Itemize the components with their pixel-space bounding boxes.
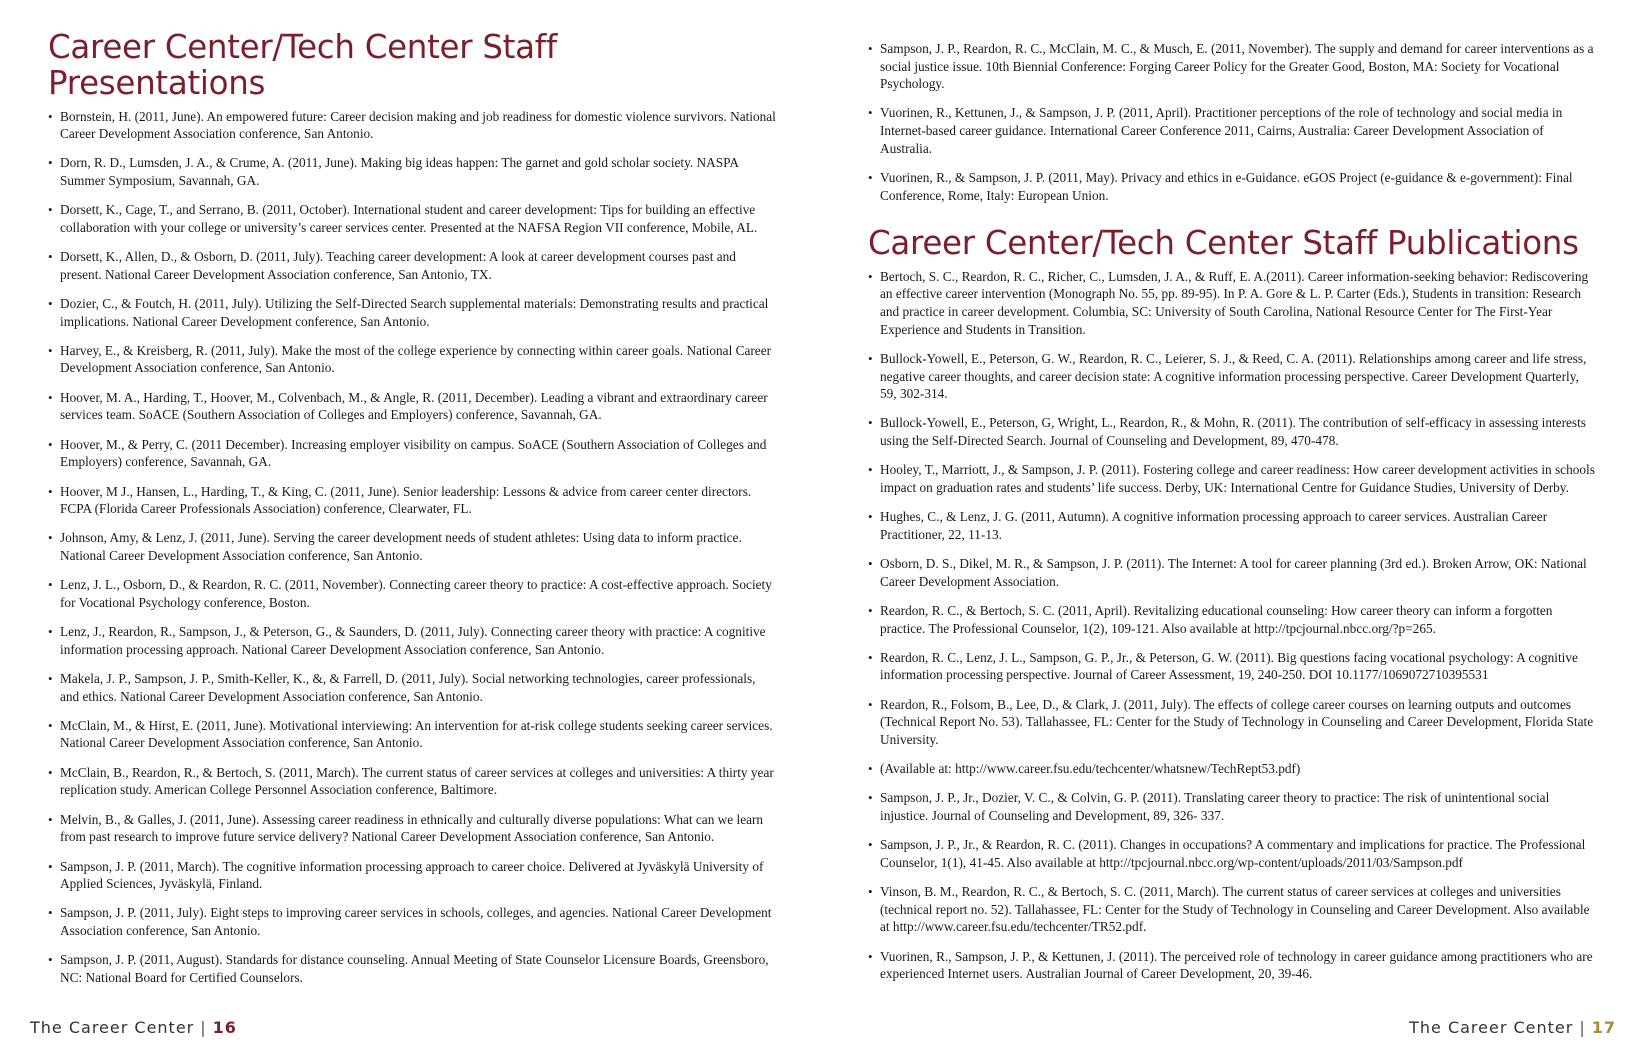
bibliography-entry: • Dorsett, K., Cage, T., and Serrano, B. (2011, October). International student and career development: Tips for building an effective collaboration with your college or university’s career services center. Presented at the NAFSA Region VII conference, Mobile, AL. bbox=[48, 201, 776, 236]
bibliography-entry: • Dozier, C., & Foutch, H. (2011, July). Utilizing the Self-Directed Search supplemental materials: Demonstrating results and practical implications. National Career Development conference, San Antonio. bbox=[48, 295, 776, 330]
bibliography-entry: • Makela, J. P., Sampson, J. P., Smith-Keller, K., &, & Farrell, D. (2011, July). Social networking technologies, career professionals, and ethics. National Career Development Association conference, San Antonio. bbox=[48, 670, 776, 705]
bibliography-entry: • Johnson, Amy, & Lenz, J. (2011, June). Serving the career development needs of student athletes: Using data to inform practice. National Career Development Association conference, San Antonio. bbox=[48, 529, 776, 564]
presentations-list bbox=[48, 108, 776, 987]
bibliography-entry: • Dorsett, K., Allen, D., & Osborn, D. (2011, July). Teaching career development: A look at career development courses past and present. National Career Development Association conference, San Antonio, TX. bbox=[48, 248, 776, 283]
publications-heading: Career Center/Tech Center Staff Publications bbox=[868, 224, 1579, 263]
bibliography-entry: • Sampson, J. P., Jr., Dozier, V. C., & Colvin, G. P. (2011). Translating career theory to practice: The risk of unintentional social injustice. Journal of Counseling and Development, 89, 326- 337. bbox=[868, 789, 1596, 824]
footer-right bbox=[1409, 1018, 1616, 1037]
bibliography-entry: • (Available at: http://www.career.fsu.edu/techcenter/whatsnew/TechRept53.pdf) bbox=[868, 760, 1596, 778]
bibliography-entry: • Bertoch, S. C., Reardon, R. C., Richer, C., Lumsden, J. A., & Ruff, E. A.(2011). Career information-seeking behavior: Rediscovering an effective career intervention (Monograph No. 55, pp. 89-95). In P. A. Gore & L. P. Carter (Eds.), Students in transition: Research and practice in career development. Columbia, SC: University of South Carolina, National Resource Center for The First-Year Experience and Students in Transition. bbox=[868, 268, 1596, 338]
bibliography-entry: • Reardon, R. C., Lenz, J. L., Sampson, G. P., Jr., & Peterson, G. W. (2011). Big questions facing vocational psychology: A cognitive information processing perspective. Journal of Career Assessment, 19, 240-250. DOI 10.1177/1069072710395531 bbox=[868, 649, 1596, 684]
bibliography-entry: • Hoover, M., & Perry, C. (2011 December). Increasing employer visibility on campus. SoACE (Southern Association of Colleges and Employers) conference, Savannah, GA. bbox=[48, 436, 776, 471]
bibliography-entry: • Bullock-Yowell, E., Peterson, G. W., Reardon, R. C., Leierer, S. J., & Reed, C. A. (2011). Relationships among career and life stress, negative career thoughts, and career decision state: A cognitive information processing perspective. Career Development Quarterly, 59, 302-314. bbox=[868, 350, 1596, 403]
bibliography-entry: • McClain, B., Reardon, R., & Bertoch, S. (2011, March). The current status of career services at colleges and universities: A thirty year replication study. American College Personnel Association conference, Baltimore. bbox=[48, 764, 776, 799]
bibliography-entry: • Sampson, J. P., Jr., & Reardon, R. C. (2011). Changes in occupations? A commentary and implications for practice. The Professional Counselor, 1(1), 41-45. Also available at http://tpcjournal.nbcc.org/wp-content/uploads/2011/03/Sampson.pdf bbox=[868, 836, 1596, 871]
footer-right-separator: | bbox=[1579, 1018, 1586, 1037]
bibliography-entry: • Vuorinen, R., & Sampson, J. P. (2011, May). Privacy and ethics in e-Guidance. eGOS Project (e-guidance & e-government): Final Conference, Rome, Italy: European Union. bbox=[868, 169, 1596, 204]
publications-list bbox=[868, 268, 1596, 983]
left-page-column bbox=[48, 30, 776, 998]
bibliography-entry: • Bornstein, H. (2011, June). An empowered future: Career decision making and job readiness for domestic violence survivors. National Career Development Association conference, San Antonio. bbox=[48, 108, 776, 143]
bibliography-entry: • Hughes, C., & Lenz, J. G. (2011, Autumn). A cognitive information processing approach to career services. Australian Career Practitioner, 22, 11-13. bbox=[868, 508, 1596, 543]
bibliography-entry: • Sampson, J. P. (2011, March). The cognitive information processing approach to career choice. Delivered at Jyväskylä University of Applied Sciences, Jyväskylä, Finland. bbox=[48, 858, 776, 893]
bibliography-entry: • Vinson, B. M., Reardon, R. C., & Bertoch, S. C. (2011, March). The current status of career services at colleges and universities (technical report no. 52). Tallahassee, FL: Center for the Study of Technology in Counseling and Career Development. Also available at http://www.career.fsu.edu/techcenter/TR52.pdf. bbox=[868, 883, 1596, 936]
footer-left-page-number: 16 bbox=[212, 1018, 237, 1037]
bibliography-entry: • Sampson, J. P. (2011, August). Standards for distance counseling. Annual Meeting of State Counselor Licensure Boards, Greensboro, NC: National Board for Certified Counselors. bbox=[48, 951, 776, 986]
bibliography-entry: • Reardon, R., Folsom, B., Lee, D., & Clark, J. (2011, July). The effects of college career courses on learning outputs and outcomes (Technical Report No. 53). Tallahassee, FL: Center for the Study of Technology in Counseling and Career Development, Florida State University. bbox=[868, 696, 1596, 749]
footer-left-separator: | bbox=[200, 1018, 207, 1037]
bibliography-entry: • Lenz, J. L., Osborn, D., & Reardon, R. C. (2011, November). Connecting career theory to practice: A cost-effective approach. Society for Vocational Psychology conference, Boston. bbox=[48, 576, 776, 611]
bibliography-entry: • Bullock-Yowell, E., Peterson, G, Wright, L., Reardon, R., & Mohn, R. (2011). The contribution of self-efficacy in assessing interests using the Self-Directed Search. Journal of Counseling and Development, 89, 470-478. bbox=[868, 414, 1596, 449]
presentations-continued-list bbox=[868, 40, 1596, 204]
right-page-column bbox=[868, 40, 1596, 995]
bibliography-entry: • Sampson, J. P. (2011, July). Eight steps to improving career services in schools, colleges, and agencies. National Career Development Association conference, San Antonio. bbox=[48, 904, 776, 939]
bibliography-entry: • Hoover, M J., Hansen, L., Harding, T., & King, C. (2011, June). Senior leadership: Lessons & advice from career center directors. FCPA (Florida Career Professionals Association) conference, Clearwater, FL. bbox=[48, 483, 776, 518]
bibliography-entry: • Osborn, D. S., Dikel, M. R., & Sampson, J. P. (2011). The Internet: A tool for career planning (3rd ed.). Broken Arrow, OK: National Career Development Association. bbox=[868, 555, 1596, 590]
bibliography-entry: • Lenz, J., Reardon, R., Sampson, J., & Peterson, G., & Saunders, D. (2011, July). Connecting career theory with practice: A cognitive information processing approach. National Career Development Association conference, San Antonio. bbox=[48, 623, 776, 658]
footer-right-page-number: 17 bbox=[1591, 1018, 1616, 1037]
bibliography-entry: • Sampson, J. P., Reardon, R. C., McClain, M. C., & Musch, E. (2011, November). The supply and demand for career interventions as a social justice issue. 10th Biennial Conference: Forging Career Policy for the Greater Good, Boston, MA: Society for Vocational Psychology. bbox=[868, 40, 1596, 93]
footer-left bbox=[30, 1018, 237, 1037]
bibliography-entry: • Vuorinen, R., Sampson, J. P., & Kettunen, J. (2011). The perceived role of technology in career guidance among practitioners who are experienced Internet users. Australian Journal of Career Development, 20, 39-46. bbox=[868, 948, 1596, 983]
presentations-heading: Career Center/Tech Center Staff Presentations bbox=[48, 28, 557, 102]
footer-left-label: The Career Center bbox=[30, 1018, 195, 1037]
bibliography-entry: • Hoover, M. A., Harding, T., Hoover, M., Colvenbach, M., & Angle, R. (2011, December). Leading a vibrant and extraordinary career services team. SoACE (Southern Association of Colleges and Employers) conference, Savannah, GA. bbox=[48, 389, 776, 424]
bibliography-entry: • Reardon, R. C., & Bertoch, S. C. (2011, April). Revitalizing educational counseling: How career theory can inform a forgotten practice. The Professional Counselor, 1(2), 109-121. Also available at http://tpcjournal.nbcc.org/?p=265. bbox=[868, 602, 1596, 637]
bibliography-entry: • McClain, M., & Hirst, E. (2011, June). Motivational interviewing: An intervention for at-risk college students seeking career services. National Career Development Association conference, San Antonio. bbox=[48, 717, 776, 752]
bibliography-entry: • Vuorinen, R., Kettunen, J., & Sampson, J. P. (2011, April). Practitioner perceptions of the role of technology and social media in Internet-based career guidance. International Career Conference 2011, Cairns, Australia: Career Development Association of Australia. bbox=[868, 104, 1596, 157]
bibliography-entry: • Melvin, B., & Galles, J. (2011, June). Assessing career readiness in ethnically and culturally diverse populations: What can we learn from past research to improve future service delivery? National Career Development Association conference, San Antonio. bbox=[48, 811, 776, 846]
bibliography-entry: • Harvey, E., & Kreisberg, R. (2011, July). Make the most of the college experience by connecting within career goals. National Career Development Association conference, San Antonio. bbox=[48, 342, 776, 377]
footer-right-label: The Career Center bbox=[1409, 1018, 1574, 1037]
bibliography-entry: • Dorn, R. D., Lumsden, J. A., & Crume, A. (2011, June). Making big ideas happen: The garnet and gold scholar society. NASPA Summer Symposium, Savannah, GA. bbox=[48, 154, 776, 189]
bibliography-entry: • Hooley, T., Marriott, J., & Sampson, J. P. (2011). Fostering college and career readiness: How career development activities in schools impact on graduation rates and students’ life success. Derby, UK: International Centre for Guidance Studies, University of Derby. bbox=[868, 461, 1596, 496]
